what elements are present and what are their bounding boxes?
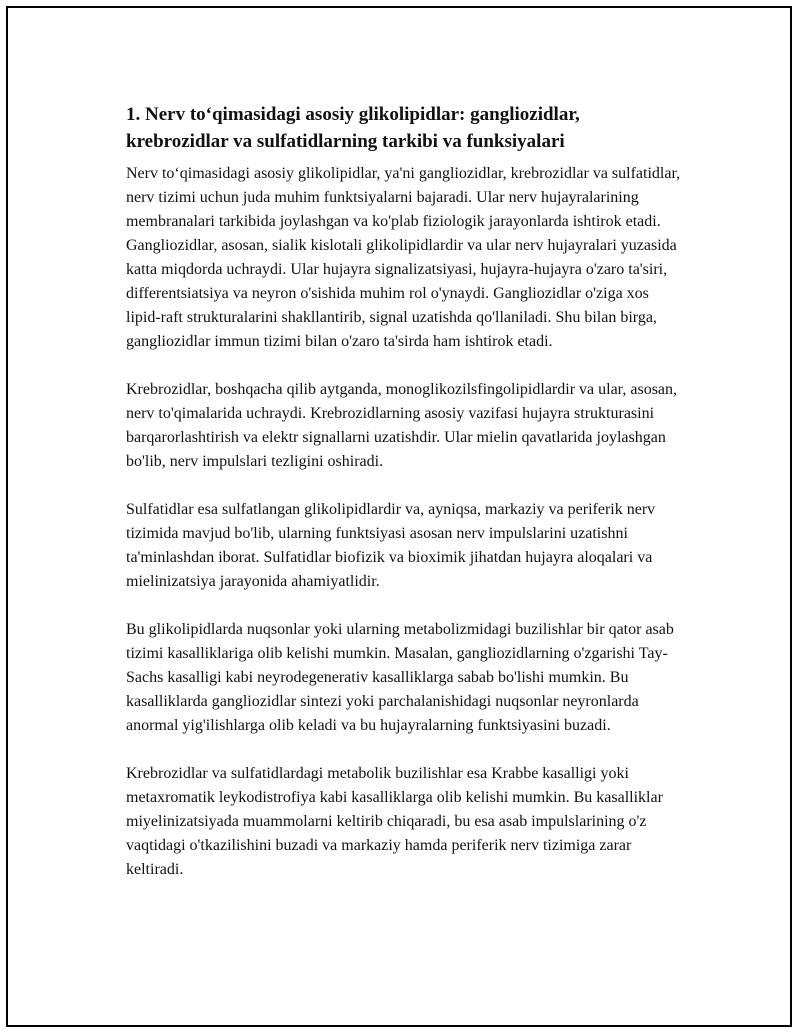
- paragraph-metabolik-buzilishlar: Krebrozidlar va sulfatidlardagi metabolik buzilishlar esa Krabbe kasalligi yoki metaxromatik leykodistrofiya kabi kasalliklarga olib kelishi mumkin. Bu kasalliklar miyelinizatsiyada muammolarni keltirib chiqaradi, bu esa asab impulslarining o'z vaqtidagi o'tkazilishini buzadi va markaziy hamda periferik nerv tizimiga zarar keltiradi.: [126, 765, 663, 878]
- paragraph-krebrozidlar: Krebrozidlar, boshqacha qilib aytganda, monoglikozilsfingolipidlardir va ular, asosan, nerv to'qimalarida uchraydi. Krebrozidlarning asosiy vazifasi hujayra strukturasini barqarorlashtirish va elektr signallarni uzatishdir. Ular mielin qavatlarida joylashgan bo'lib, nerv impulslari tezligini oshiradi.: [126, 381, 678, 470]
- paragraph-gangliozidlar: Nerv to‘qimasidagi asosiy glikolipidlar, ya'ni gangliozidlar, krebrozidlar va sulfatidlar, nerv tizimi uchun juda muhim funktsiyalarni bajaradi. Ular nerv hujayralarining membranalari tarkibida joylashgan va ko'plab fiziologik jarayonlarda ishtirok etadi. Gangliozidlar, asosan, sialik kislotali glikolipidlardir va ular nerv hujayralari yuzasida katta miqdorda uchraydi. Ular hujayra signalizatsiyasi, hujayra-hujayra o'zaro ta'siri, differentsiatsiya va neyron o'sishida muhim rol o'ynaydi. Gangliozidlar o'ziga xos lipid-raft strukturalarini shakllantirib, signal uzatishda qo'llaniladi. Shu bilan birga, gangliozidlar immun tizimi bilan o'zaro ta'sirda ham ishtirok etadi.: [126, 165, 681, 350]
- paragraph-sulfatidlar: Sulfatidlar esa sulfatlangan glikolipidlardir va, ayniqsa, markaziy va periferik nerv tizimida mavjud bo'lib, ularning funktsiyasi asosan nerv impulslarini uzatishni ta'minlashdan iborat. Sulfatidlar biofizik va bioximik jihatdan hujayra aloqalari va mielinizatsiya jarayonida ahamiyatlidir.: [126, 501, 656, 590]
- page-frame: [6, 6, 792, 1027]
- page-title: 1. Nerv to‘qimasidagi asosiy glikolipidlar: gangliozidlar, krebrozidlar va sulfatidlarning tarkibi va funksiyalari: [126, 104, 580, 152]
- document-body: [126, 101, 686, 906]
- paragraph-nuqsonlar: Bu glikolipidlarda nuqsonlar yoki ularning metabolizmidagi buzilishlar bir qator asab tizimi kasalliklariga olib kelishi mumkin. Masalan, gangliozidlarning o'zgarishi Tay-Sachs kasalligi kabi neyrodegenerativ kasalliklarga sabab bo'lishi mumkin. Bu kasalliklarda gangliozidlar sintezi yoki parchalanishidagi nuqsonlar neyronlarda anormal yig'ilishlarga olib keladi va bu hujayralarning funktsiyasini buzadi.: [126, 621, 674, 734]
